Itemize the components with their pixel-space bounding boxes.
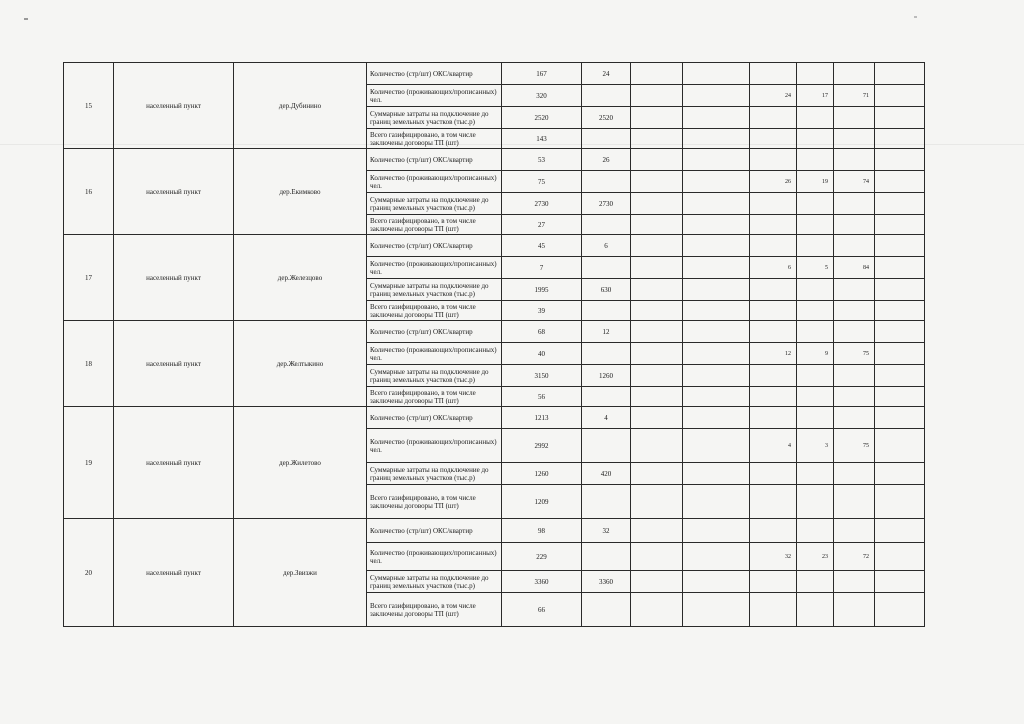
data-cell: [683, 301, 750, 321]
plan-figure: 72: [863, 553, 869, 560]
total-value: 7: [502, 257, 582, 279]
row-number: 15: [64, 63, 114, 149]
data-cell: [631, 485, 683, 519]
data-cell: [750, 235, 797, 257]
plan-figure: 84: [863, 264, 869, 271]
total-value: 1995: [502, 279, 582, 301]
data-cell: [834, 149, 875, 171]
data-cell: [683, 63, 750, 85]
data-cell: [797, 149, 834, 171]
data-cell: [631, 519, 683, 543]
plan-figure: 26: [785, 178, 791, 185]
data-cell: [631, 571, 683, 593]
plan-figure: 32: [785, 553, 791, 560]
data-cell: [797, 63, 834, 85]
program-value: [582, 215, 631, 235]
indicator-label: Количество (проживающих/прописанных) чел.: [367, 85, 502, 107]
data-cell: [834, 279, 875, 301]
program-value: [582, 543, 631, 571]
table-row: [64, 519, 925, 543]
data-cell: [750, 407, 797, 429]
program-value: [582, 171, 631, 193]
indicator-label: Количество (проживающих/прописанных) чел.: [367, 429, 502, 463]
data-cell: [683, 235, 750, 257]
data-cell: [631, 593, 683, 627]
data-cell: [750, 429, 797, 463]
data-cell: [631, 429, 683, 463]
data-cell: [797, 107, 834, 129]
total-value: 98: [502, 519, 582, 543]
data-cell: [834, 85, 875, 107]
data-cell: [875, 107, 925, 129]
indicator-label: Количество (стр/шт) ОКС/квартир: [367, 519, 502, 543]
data-cell: [631, 301, 683, 321]
data-cell: [875, 593, 925, 627]
data-cell: [797, 429, 834, 463]
data-cell: [683, 365, 750, 387]
data-cell: [750, 343, 797, 365]
data-cell: [683, 321, 750, 343]
data-cell: [797, 343, 834, 365]
plan-figure: 23: [822, 553, 828, 560]
data-cell: [875, 407, 925, 429]
data-cell: [834, 215, 875, 235]
total-value: 1260: [502, 463, 582, 485]
program-value: 2520: [582, 107, 631, 129]
data-cell: [875, 85, 925, 107]
plan-figure: 17: [822, 92, 828, 99]
program-value: 4: [582, 407, 631, 429]
table-row: [64, 407, 925, 429]
data-cell: [631, 343, 683, 365]
data-cell: [797, 129, 834, 149]
data-cell: [631, 171, 683, 193]
indicator-label: Количество (стр/шт) ОКС/квартир: [367, 149, 502, 171]
indicator-label: Количество (проживающих/прописанных) чел.: [367, 257, 502, 279]
total-value: 143: [502, 129, 582, 149]
program-value: [582, 387, 631, 407]
data-cell: [797, 321, 834, 343]
locality-type: населенный пункт: [114, 519, 234, 627]
program-value: [582, 593, 631, 627]
data-cell: [631, 365, 683, 387]
indicator-label: Количество (проживающих/прописанных) чел.: [367, 543, 502, 571]
data-cell: [834, 235, 875, 257]
data-cell: [750, 365, 797, 387]
data-cell: [797, 215, 834, 235]
data-cell: [834, 257, 875, 279]
program-value: 24: [582, 63, 631, 85]
data-cell: [875, 149, 925, 171]
data-cell: [631, 463, 683, 485]
data-cell: [683, 193, 750, 215]
data-cell: [750, 301, 797, 321]
data-cell: [750, 463, 797, 485]
total-value: 3150: [502, 365, 582, 387]
total-value: 167: [502, 63, 582, 85]
total-value: 56: [502, 387, 582, 407]
locality-type: населенный пункт: [114, 235, 234, 321]
indicator-label: Количество (стр/шт) ОКС/квартир: [367, 235, 502, 257]
data-cell: [750, 571, 797, 593]
data-cell: [750, 321, 797, 343]
data-cell: [683, 171, 750, 193]
plan-figure: 9: [825, 350, 828, 357]
data-cell: [683, 543, 750, 571]
program-value: 2730: [582, 193, 631, 215]
data-cell: [750, 279, 797, 301]
total-value: 229: [502, 543, 582, 571]
data-cell: [750, 215, 797, 235]
locality-name: дер.Жилетово: [234, 407, 367, 519]
data-cell: [875, 463, 925, 485]
data-cell: [797, 301, 834, 321]
total-value: 66: [502, 593, 582, 627]
data-cell: [834, 63, 875, 85]
data-cell: [631, 129, 683, 149]
data-cell: [875, 171, 925, 193]
plan-figure: 75: [863, 442, 869, 449]
data-cell: [750, 519, 797, 543]
data-cell: [834, 129, 875, 149]
data-cell: [834, 429, 875, 463]
total-value: 1213: [502, 407, 582, 429]
indicator-label: Всего газифицировано, в том числе заключены договоры ТП (шт): [367, 593, 502, 627]
total-value: 68: [502, 321, 582, 343]
data-cell: [631, 149, 683, 171]
indicator-label: Количество (стр/шт) ОКС/квартир: [367, 407, 502, 429]
data-cell: [875, 279, 925, 301]
total-value: 2520: [502, 107, 582, 129]
data-cell: [683, 485, 750, 519]
row-number: 19: [64, 407, 114, 519]
data-cell: [834, 301, 875, 321]
program-value: [582, 257, 631, 279]
plan-figure: 24: [785, 92, 791, 99]
data-cell: [750, 107, 797, 129]
data-cell: [875, 215, 925, 235]
data-cell: [631, 193, 683, 215]
data-cell: [797, 171, 834, 193]
data-cell: [834, 171, 875, 193]
data-cell: [834, 193, 875, 215]
locality-name: дер.Желтыкино: [234, 321, 367, 407]
data-cell: [750, 129, 797, 149]
data-cell: [631, 387, 683, 407]
data-cell: [875, 429, 925, 463]
plan-figure: 74: [863, 178, 869, 185]
data-cell: [875, 321, 925, 343]
data-cell: [750, 543, 797, 571]
row-number: 16: [64, 149, 114, 235]
row-number: 17: [64, 235, 114, 321]
locality-type: населенный пункт: [114, 407, 234, 519]
total-value: 2992: [502, 429, 582, 463]
data-cell: [797, 235, 834, 257]
row-number: 20: [64, 519, 114, 627]
data-cell: [631, 63, 683, 85]
data-cell: [683, 149, 750, 171]
program-value: [582, 485, 631, 519]
total-value: 27: [502, 215, 582, 235]
data-cell: [683, 593, 750, 627]
data-cell: [875, 543, 925, 571]
locality-name: дер.Железцово: [234, 235, 367, 321]
indicator-label: Суммарные затраты на подключение до границ земельных участков (тыс.р): [367, 107, 502, 129]
data-cell: [834, 387, 875, 407]
indicator-label: Всего газифицировано, в том числе заключены договоры ТП (шт): [367, 301, 502, 321]
data-cell: [797, 543, 834, 571]
indicator-label: Суммарные затраты на подключение до границ земельных участков (тыс.р): [367, 463, 502, 485]
locality-name: дер.Дубинино: [234, 63, 367, 149]
indicator-label: Всего газифицировано, в том числе заключены договоры ТП (шт): [367, 387, 502, 407]
table-row: [64, 63, 925, 85]
plan-figure: 4: [788, 442, 791, 449]
data-cell: [797, 279, 834, 301]
total-value: 45: [502, 235, 582, 257]
data-cell: [750, 593, 797, 627]
data-cell: [875, 129, 925, 149]
program-value: 6: [582, 235, 631, 257]
data-cell: [797, 85, 834, 107]
scan-mark: [24, 18, 28, 20]
data-cell: [750, 63, 797, 85]
data-cell: [797, 387, 834, 407]
data-cell: [875, 387, 925, 407]
data-cell: [750, 387, 797, 407]
total-value: 39: [502, 301, 582, 321]
data-cell: [631, 107, 683, 129]
data-cell: [834, 365, 875, 387]
program-value: [582, 129, 631, 149]
data-cell: [797, 365, 834, 387]
data-cell: [683, 215, 750, 235]
total-value: 1209: [502, 485, 582, 519]
program-value: 420: [582, 463, 631, 485]
data-cell: [683, 129, 750, 149]
data-cell: [631, 543, 683, 571]
program-value: [582, 429, 631, 463]
data-cell: [683, 257, 750, 279]
data-cell: [834, 407, 875, 429]
program-value: 26: [582, 149, 631, 171]
data-cell: [631, 279, 683, 301]
data-cell: [683, 407, 750, 429]
program-value: 630: [582, 279, 631, 301]
scan-mark: [914, 16, 917, 18]
indicator-label: Количество (стр/шт) ОКС/квартир: [367, 63, 502, 85]
program-value: 32: [582, 519, 631, 543]
data-cell: [631, 235, 683, 257]
data-cell: [631, 85, 683, 107]
indicator-label: Всего газифицировано, в том числе заключены договоры ТП (шт): [367, 129, 502, 149]
plan-figure: 12: [785, 350, 791, 357]
data-cell: [683, 85, 750, 107]
data-cell: [750, 149, 797, 171]
locality-name: дер.Екимково: [234, 149, 367, 235]
table-row: [64, 321, 925, 343]
row-number: 18: [64, 321, 114, 407]
plan-figure: 3: [825, 442, 828, 449]
program-value: [582, 301, 631, 321]
plan-figure: 71: [863, 92, 869, 99]
data-cell: [834, 485, 875, 519]
data-cell: [834, 343, 875, 365]
program-value: 3360: [582, 571, 631, 593]
total-value: 320: [502, 85, 582, 107]
total-value: 3360: [502, 571, 582, 593]
data-cell: [797, 519, 834, 543]
indicator-label: Всего газифицировано, в том числе заключены договоры ТП (шт): [367, 215, 502, 235]
data-cell: [750, 171, 797, 193]
indicator-label: Суммарные затраты на подключение до границ земельных участков (тыс.р): [367, 193, 502, 215]
locality-type: населенный пункт: [114, 149, 234, 235]
data-cell: [683, 279, 750, 301]
data-cell: [631, 257, 683, 279]
data-cell: [683, 387, 750, 407]
data-cell: [797, 257, 834, 279]
program-value: [582, 85, 631, 107]
data-cell: [834, 571, 875, 593]
data-cell: [750, 485, 797, 519]
data-cell: [797, 407, 834, 429]
data-cell: [834, 543, 875, 571]
data-cell: [875, 519, 925, 543]
data-cell: [797, 593, 834, 627]
plan-figure: 6: [788, 264, 791, 271]
data-cell: [875, 63, 925, 85]
data-cell: [683, 519, 750, 543]
data-cell: [631, 407, 683, 429]
table-row: [64, 235, 925, 257]
data-cell: [683, 343, 750, 365]
data-cell: [683, 429, 750, 463]
data-cell: [834, 593, 875, 627]
indicator-label: Суммарные затраты на подключение до границ земельных участков (тыс.р): [367, 279, 502, 301]
data-cell: [875, 485, 925, 519]
data-cell: [834, 519, 875, 543]
locality-type: населенный пункт: [114, 321, 234, 407]
data-cell: [875, 301, 925, 321]
total-value: 40: [502, 343, 582, 365]
data-cell: [834, 321, 875, 343]
data-cell: [797, 193, 834, 215]
total-value: 2730: [502, 193, 582, 215]
data-cell: [875, 193, 925, 215]
plan-figure: 5: [825, 264, 828, 271]
data-cell: [631, 321, 683, 343]
data-cell: [750, 85, 797, 107]
data-cell: [750, 193, 797, 215]
program-value: 12: [582, 321, 631, 343]
data-cell: [797, 463, 834, 485]
total-value: 75: [502, 171, 582, 193]
data-cell: [797, 571, 834, 593]
data-cell: [683, 107, 750, 129]
locality-name: дер.Звизжи: [234, 519, 367, 627]
total-value: 53: [502, 149, 582, 171]
plan-figure: 19: [822, 178, 828, 185]
plan-figure: 75: [863, 350, 869, 357]
indicator-label: Суммарные затраты на подключение до границ земельных участков (тыс.р): [367, 365, 502, 387]
data-cell: [631, 215, 683, 235]
data-cell: [750, 257, 797, 279]
indicator-label: Количество (стр/шт) ОКС/квартир: [367, 321, 502, 343]
program-value: [582, 343, 631, 365]
data-cell: [683, 571, 750, 593]
program-value: 1260: [582, 365, 631, 387]
gasification-table: [63, 62, 925, 627]
data-cell: [834, 107, 875, 129]
data-cell: [875, 257, 925, 279]
data-cell: [683, 463, 750, 485]
data-cell: [875, 343, 925, 365]
indicator-label: Всего газифицировано, в том числе заключены договоры ТП (шт): [367, 485, 502, 519]
locality-type: населенный пункт: [114, 63, 234, 149]
indicator-label: Количество (проживающих/прописанных) чел.: [367, 171, 502, 193]
table-row: [64, 149, 925, 171]
indicator-label: Суммарные затраты на подключение до границ земельных участков (тыс.р): [367, 571, 502, 593]
data-cell: [797, 485, 834, 519]
data-cell: [875, 571, 925, 593]
data-cell: [875, 365, 925, 387]
data-cell: [834, 463, 875, 485]
table-body: [64, 63, 925, 627]
indicator-label: Количество (проживающих/прописанных) чел.: [367, 343, 502, 365]
data-cell: [875, 235, 925, 257]
